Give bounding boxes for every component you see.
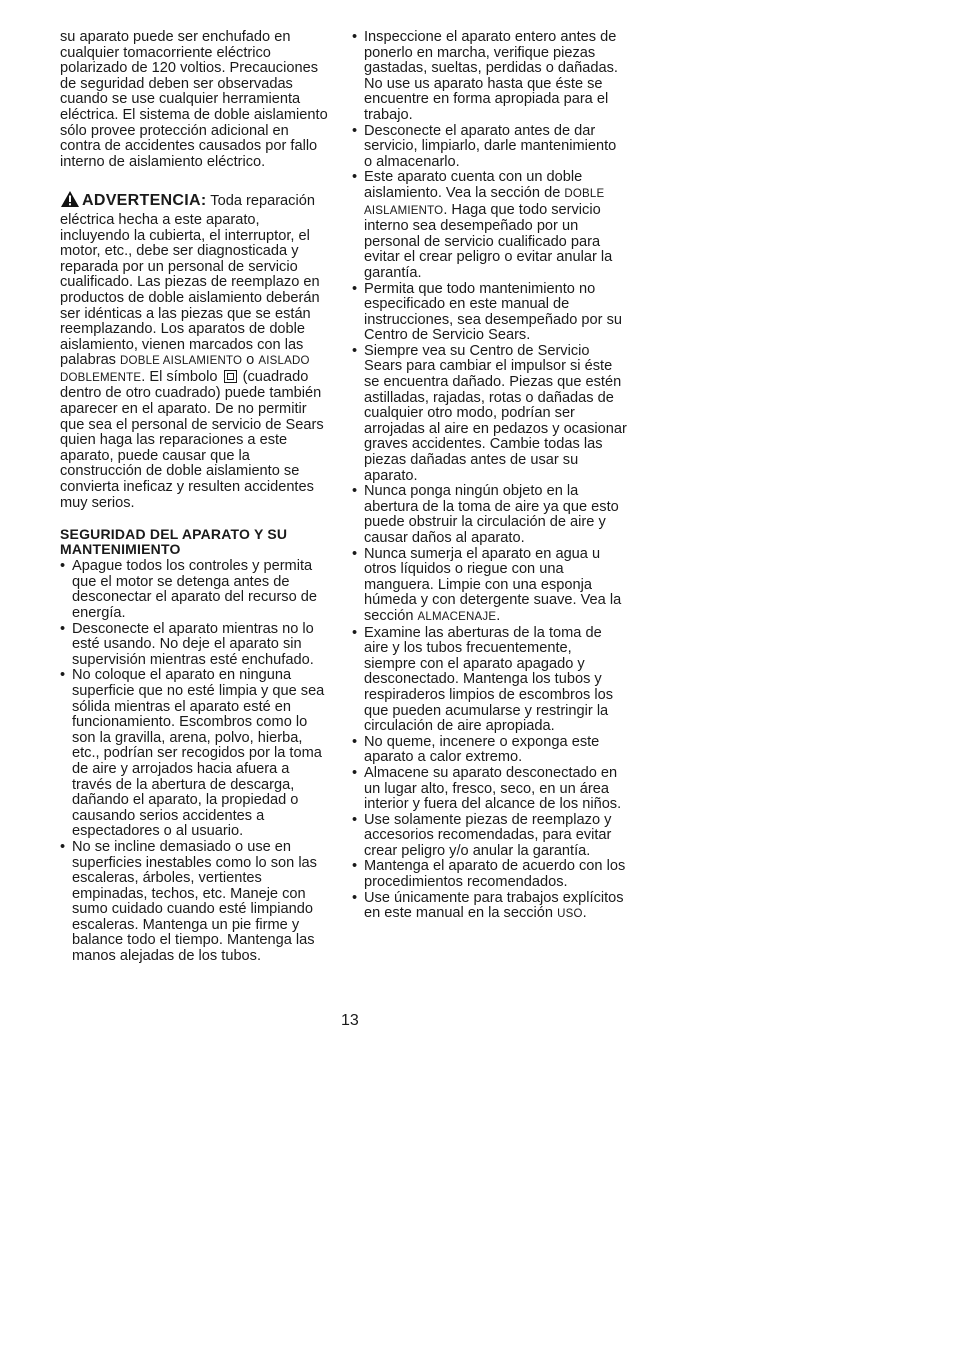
warning-text-4: (cuadrado dentro de otro cuadrado) puede también aparecer en el aparato. De no permitir que sea el personal de servicio de Sears quien haga las reparaciones a este aparato, puede causar que la construcción de doble aislamiento se convierta ineficaz y resulten accidentes muy serios. bbox=[60, 368, 324, 511]
term-storage: ALMACENAJE bbox=[417, 610, 497, 623]
warning-paragraph bbox=[60, 190, 332, 511]
term-use: USO bbox=[557, 908, 583, 921]
term-doubly-insulated: AISLADO DOBLEMENTE bbox=[60, 355, 310, 384]
list-item: • No coloque el aparato en ninguna superficie que no esté limpia y que sea sólida mientras el aparato esté en funcionamiento. Escombros como lo son la gravilla, arena, polvo, hierba, etc., podrían ser recogidos por la toma de aire y arrojados hacia afuera a través de la abertura de descarga, dañando el aparato, la propiedad o causando serios accidentes a espectadores o al usuario. bbox=[60, 668, 332, 840]
warning-text-2: o bbox=[242, 352, 259, 369]
list-item-text: Este aparato cuenta con un doble aislamiento. Vea la sección de bbox=[364, 169, 583, 201]
list-item: • No se incline demasiado o use en superficies inestables como lo son las escaleras, árboles, vertientes empinadas, techos, etc. Maneje con sumo cuidado cuando esté limpiando escaleras. Mantenga un pie firme y balance todo el tiempo. Mantenga las manos alejadas de los tubos. bbox=[60, 840, 332, 965]
list-item: • Mantenga el aparato de acuerdo con los procedimientos recomendados. bbox=[352, 859, 627, 890]
warning-label: ADVERTENCIA: bbox=[82, 192, 207, 210]
section-title: SEGURIDAD DEL APARATO Y SU MANTENIMIENTO bbox=[60, 526, 288, 558]
list-item: • Desconecte el aparato mientras no lo esté usando. No deje el aparato sin supervisión mientras esté enchufado. bbox=[60, 622, 332, 669]
intro-paragraph: su aparato puede ser enchufado en cualquier tomacorriente eléctrico polarizado de 120 voltios. Precauciones de seguridad deben ser observadas cuando se use cualquier herramienta eléctrica. El sistema de doble aislamiento sólo provee protección adicional en contra de accidentes causados por fallo interno de aislamiento eléctrico. bbox=[60, 29, 328, 170]
list-item bbox=[352, 170, 627, 281]
list-item: • Siempre vea su Centro de Servicio Sears para cambiar el impulsor si éste se encuentra dañado. Piezas que estén astilladas, rajadas, rotas o dañadas de cualquier otro modo, podrían ser arrojadas al aire en pedazos y ocasionar graves accidentes. Cambie todas las piezas dañadas antes de usar su aparato. bbox=[352, 344, 627, 484]
list-item-text: . Haga que todo servicio interno sea desempeñado por un personal de servicio cualificado para evitar el crear peligro o evitar anular la garantía. bbox=[364, 201, 613, 281]
list-item: • Almacene su aparato desconectado en un lugar alto, fresco, seco, en un área interior y fuera del alcance de los niños. bbox=[352, 766, 627, 813]
left-column bbox=[60, 30, 332, 965]
right-column bbox=[352, 30, 627, 923]
list-item bbox=[352, 891, 627, 923]
list-item: • Nunca ponga ningún objeto en la abertura de la toma de aire ya que esto puede obstruir la circulación de aire y causar daños al aparato. bbox=[352, 484, 627, 546]
page-number: 13 bbox=[341, 1012, 359, 1029]
list-item: • Permita que todo mantenimiento no especificado en este manual de instrucciones, sea desempeñado por su Centro de Servicio Sears. bbox=[352, 282, 627, 344]
warning-text-3: . El símbolo bbox=[141, 368, 222, 385]
double-square-icon bbox=[224, 370, 237, 383]
list-item: • Inspeccione el aparato entero antes de ponerlo en marcha, verifique piezas gastadas, sueltas, perdidas o dañadas. No use us aparato hasta que éste se encuentre en forma apropiada para el trabajo. bbox=[352, 30, 627, 124]
left-bullet-list bbox=[60, 559, 332, 964]
list-item-text: . bbox=[582, 905, 587, 922]
list-item: • Use solamente piezas de reemplazo y accesorios recomendadas, para evitar crear peligro y/o anular la garantía. bbox=[352, 813, 627, 860]
warning-text-1: Toda reparación eléctrica hecha a este aparato, incluyendo la cubierta, el interruptor, el motor, etc., debe ser diagnosticada y reparada por un personal de servicio cualificado. Las piezas de reemplazo en productos de doble aislamiento deberán ser idénticas a las piezas que se están reemplazando. Los aparatos de doble aislamiento, vienen marcados con las palabras bbox=[60, 193, 320, 369]
list-item: • Examine las aberturas de la toma de aire y los tubos frecuentemente, siempre con el aparato apagado y desconectado. Mantenga los tubos y respiraderos limpios de escombros los que pueden acumularse y restringir la circulación de aire apropiada. bbox=[352, 626, 627, 735]
term-double-insulation: DOBLE AISLAMIENTO bbox=[120, 355, 243, 368]
list-item: • Apague todos los controles y permita que el motor se detenga antes de desconectar el aparato del recurso de energía. bbox=[60, 559, 332, 621]
warning-triangle-icon bbox=[60, 190, 80, 213]
list-item-text: . bbox=[496, 607, 501, 624]
list-item-text: Nunca sumerja el aparato en agua u otros líquidos o riegue con una manguera. Limpie con una esponja húmeda y con detergente suave. Vea la sección bbox=[364, 545, 622, 624]
list-item: • No queme, incenere o exponga este aparato a calor extremo. bbox=[352, 735, 627, 766]
list-item: • Desconecte el aparato antes de dar servicio, limpiarlo, darle mantenimiento o almacenarlo. bbox=[352, 124, 627, 171]
list-item-text: Use únicamente para trabajos explícitos en este manual en la sección bbox=[364, 889, 624, 922]
list-item bbox=[352, 547, 627, 626]
right-bullet-list bbox=[352, 30, 627, 923]
term-double-insulation: DOBLE AISLAMIENTO bbox=[364, 187, 605, 217]
